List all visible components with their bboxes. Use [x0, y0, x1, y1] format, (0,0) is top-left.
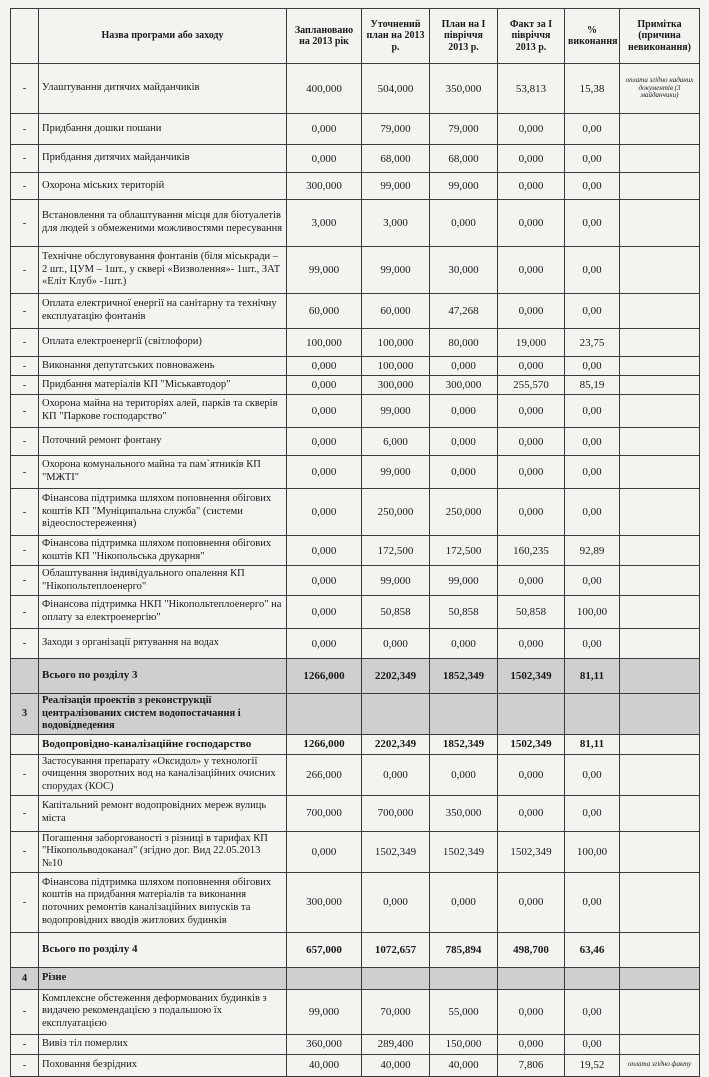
row-plan-h1: 50,858: [430, 596, 498, 629]
row-name: Оплата електричної енергії на санітарну та технічну експлуатацію фонтанів: [39, 294, 287, 329]
header-fact-h1: Факт за I півріччя 2013 р.: [498, 9, 565, 64]
row-fact-h1: 0,000: [498, 428, 565, 456]
row-note: [620, 932, 700, 967]
row-note: [620, 114, 700, 145]
row-num: -: [11, 357, 39, 376]
header-row: [11, 9, 700, 64]
row-pct: [565, 967, 620, 989]
row-plan-h1: 99,000: [430, 566, 498, 596]
row-num: [11, 932, 39, 967]
row-pct: [565, 694, 620, 735]
row-num: -: [11, 629, 39, 659]
row-num: -: [11, 64, 39, 114]
row-revised: 99,000: [362, 395, 430, 428]
row-plan-h1: 1852,349: [430, 734, 498, 754]
table-row: [11, 456, 700, 489]
row-note: [620, 428, 700, 456]
table-row: [11, 114, 700, 145]
row-pct: 0,00: [565, 566, 620, 596]
row-pct: 0,00: [565, 489, 620, 536]
row-num: -: [11, 489, 39, 536]
row-plan-h1: 250,000: [430, 489, 498, 536]
row-plan-h1: 30,000: [430, 247, 498, 294]
row-plan-h1: [430, 694, 498, 735]
row-fact-h1: 1502,349: [498, 734, 565, 754]
row-name: Всього по розділу 3: [39, 659, 287, 694]
table-row: [11, 247, 700, 294]
row-plan-h1: [430, 967, 498, 989]
table-row: [11, 566, 700, 596]
table-row: [11, 629, 700, 659]
row-revised: 700,000: [362, 795, 430, 831]
row-pct: 0,00: [565, 114, 620, 145]
row-pct: 92,89: [565, 536, 620, 566]
row-fact-h1: 53,813: [498, 64, 565, 114]
row-note: [620, 754, 700, 795]
row-plan-h1: 350,000: [430, 795, 498, 831]
header-plan-h1: План на I півріччя 2013 р.: [430, 9, 498, 64]
row-revised: 99,000: [362, 566, 430, 596]
row-name: Комплексне обстеження деформованих будинків з видачею рекомендацією з подальшою їх експлуатацією: [39, 989, 287, 1034]
header-name: Назва програми або заходу: [39, 9, 287, 64]
row-revised: 60,000: [362, 294, 430, 329]
row-plan-h1: 300,000: [430, 376, 498, 395]
row-fact-h1: 0,000: [498, 200, 565, 247]
row-pct: 19,52: [565, 1054, 620, 1076]
row-fact-h1: [498, 694, 565, 735]
row-plan-h1: 1502,349: [430, 831, 498, 872]
row-note: оплата згідно факту: [620, 1054, 700, 1076]
row-name: Погашення заборгованості з різниці в тарифах КП "Нікопольводоканал" (згідно дог. Вид 22.05.2013 №10: [39, 831, 287, 872]
table-row: [11, 173, 700, 200]
row-pct: 0,00: [565, 428, 620, 456]
row-pct: 0,00: [565, 629, 620, 659]
row-fact-h1: 0,000: [498, 145, 565, 173]
row-plan-h1: 785,894: [430, 932, 498, 967]
row-revised: 50,858: [362, 596, 430, 629]
row-fact-h1: 0,000: [498, 357, 565, 376]
table-row: [11, 145, 700, 173]
row-revised: 40,000: [362, 1054, 430, 1076]
row-fact-h1: 498,700: [498, 932, 565, 967]
table-row: [11, 795, 700, 831]
row-name: Всього по розділу 4: [39, 932, 287, 967]
row-num: -: [11, 329, 39, 357]
row-revised: 99,000: [362, 456, 430, 489]
row-name: Оплата електроенергії (світлофори): [39, 329, 287, 357]
row-plan-h1: 1852,349: [430, 659, 498, 694]
row-name: Прибдання дитячих майданчиків: [39, 145, 287, 173]
row-num: -: [11, 1034, 39, 1054]
row-plan-h1: 0,000: [430, 754, 498, 795]
row-planned: 300,000: [287, 173, 362, 200]
row-revised: 2202,349: [362, 734, 430, 754]
budget-table: [10, 8, 700, 1077]
row-pct: 0,00: [565, 395, 620, 428]
table-row: [11, 357, 700, 376]
row-fact-h1: 0,000: [498, 489, 565, 536]
row-note: [620, 967, 700, 989]
row-note: [620, 872, 700, 932]
header-note: Примітка (причина невиконання): [620, 9, 700, 64]
row-num: -: [11, 596, 39, 629]
header-num: [11, 9, 39, 64]
row-note: [620, 629, 700, 659]
row-pct: 0,00: [565, 145, 620, 173]
row-fact-h1: 255,570: [498, 376, 565, 395]
row-planned: [287, 694, 362, 735]
row-plan-h1: 0,000: [430, 629, 498, 659]
row-pct: 81,11: [565, 659, 620, 694]
row-revised: 172,500: [362, 536, 430, 566]
section-row: [11, 967, 700, 989]
row-revised: 2202,349: [362, 659, 430, 694]
row-name: Виконання депутатських повноважень: [39, 357, 287, 376]
row-revised: 99,000: [362, 247, 430, 294]
row-planned: 99,000: [287, 989, 362, 1034]
table-row: [11, 329, 700, 357]
row-planned: 0,000: [287, 145, 362, 173]
row-planned: [287, 967, 362, 989]
row-name: Фінансова підтримка шляхом поповнення обігових коштів КП "Муніципальна служба" (системи відеоспостереження): [39, 489, 287, 536]
row-name: Застосування препарату «Оксидол» у технології очищення зворотних вод на каналізаційних очисних спорудах (КОС): [39, 754, 287, 795]
row-num: -: [11, 456, 39, 489]
row-note: [620, 145, 700, 173]
row-num: 3: [11, 694, 39, 735]
row-num: -: [11, 795, 39, 831]
row-num: -: [11, 428, 39, 456]
row-num: -: [11, 754, 39, 795]
row-revised: [362, 694, 430, 735]
row-num: -: [11, 566, 39, 596]
row-note: [620, 659, 700, 694]
row-num: -: [11, 114, 39, 145]
row-planned: 360,000: [287, 1034, 362, 1054]
table-row: [11, 428, 700, 456]
row-pct: 85,19: [565, 376, 620, 395]
row-num: -: [11, 1054, 39, 1076]
row-note: оплата згідно наданих документів (3 майданчики): [620, 64, 700, 114]
row-fact-h1: 0,000: [498, 872, 565, 932]
row-pct: 0,00: [565, 456, 620, 489]
row-plan-h1: 68,000: [430, 145, 498, 173]
row-name: Заходи з організації рятування на водах: [39, 629, 287, 659]
row-plan-h1: 80,000: [430, 329, 498, 357]
row-revised: 289,400: [362, 1034, 430, 1054]
row-fact-h1: 1502,349: [498, 659, 565, 694]
table-row: [11, 395, 700, 428]
table-row: [11, 376, 700, 395]
row-num: -: [11, 536, 39, 566]
total-row: [11, 932, 700, 967]
row-revised: 0,000: [362, 872, 430, 932]
row-num: [11, 659, 39, 694]
row-planned: 400,000: [287, 64, 362, 114]
row-note: [620, 489, 700, 536]
row-revised: 504,000: [362, 64, 430, 114]
row-planned: 700,000: [287, 795, 362, 831]
row-plan-h1: 99,000: [430, 173, 498, 200]
row-num: -: [11, 395, 39, 428]
row-plan-h1: 172,500: [430, 536, 498, 566]
row-name: Придбання дошки пошани: [39, 114, 287, 145]
row-planned: 0,000: [287, 831, 362, 872]
row-fact-h1: 0,000: [498, 566, 565, 596]
row-fact-h1: 50,858: [498, 596, 565, 629]
row-name: Фінансова підтримка шляхом поповнення обігових коштів на придбання матеріалів та виконання поточних ремонтів каналізаційних випусків та водопровідних вводів житлових будинків: [39, 872, 287, 932]
row-planned: 1266,000: [287, 734, 362, 754]
row-note: [620, 1034, 700, 1054]
row-name: Реалізація проектів з реконструкції централізованих систем водопостачання і водовідведення: [39, 694, 287, 735]
row-name: Водопровідно-каналізаційне господарство: [39, 734, 287, 754]
row-num: [11, 734, 39, 754]
row-note: [620, 831, 700, 872]
row-planned: 99,000: [287, 247, 362, 294]
row-name: Поховання безрідних: [39, 1054, 287, 1076]
section-row: [11, 694, 700, 735]
row-pct: 100,00: [565, 831, 620, 872]
row-plan-h1: 0,000: [430, 395, 498, 428]
row-plan-h1: 350,000: [430, 64, 498, 114]
row-name: Технічне обслуговування фонтанів (біля міськради – 2 шт., ЦУМ – 1шт., у сквері «Визволення»- 1шт., ЗАТ «Еліт Клуб» -1шт.): [39, 247, 287, 294]
row-planned: 0,000: [287, 489, 362, 536]
row-name: Улаштування дитячих майданчиків: [39, 64, 287, 114]
row-fact-h1: 0,000: [498, 754, 565, 795]
row-name: Придбання матеріалів КП "Міськавтодор": [39, 376, 287, 395]
row-pct: 0,00: [565, 989, 620, 1034]
row-planned: 657,000: [287, 932, 362, 967]
header-planned: Заплановано на 2013 рік: [287, 9, 362, 64]
row-note: [620, 376, 700, 395]
table-row: [11, 536, 700, 566]
row-num: -: [11, 872, 39, 932]
row-pct: 0,00: [565, 357, 620, 376]
row-revised: 70,000: [362, 989, 430, 1034]
row-pct: 100,00: [565, 596, 620, 629]
row-num: -: [11, 200, 39, 247]
row-note: [620, 795, 700, 831]
row-pct: 15,38: [565, 64, 620, 114]
row-revised: 6,000: [362, 428, 430, 456]
row-name: Охорона майна на територіях алей, парків та скверів КП "Паркове господарство": [39, 395, 287, 428]
row-note: [620, 173, 700, 200]
row-note: [620, 734, 700, 754]
total-row: [11, 734, 700, 754]
row-planned: 1266,000: [287, 659, 362, 694]
row-pct: 0,00: [565, 872, 620, 932]
row-plan-h1: 150,000: [430, 1034, 498, 1054]
row-note: [620, 456, 700, 489]
row-num: -: [11, 294, 39, 329]
row-pct: 0,00: [565, 247, 620, 294]
table-row: [11, 200, 700, 247]
row-fact-h1: 0,000: [498, 247, 565, 294]
row-fact-h1: [498, 967, 565, 989]
row-revised: 0,000: [362, 629, 430, 659]
row-planned: 0,000: [287, 376, 362, 395]
row-planned: 300,000: [287, 872, 362, 932]
table-row: [11, 989, 700, 1034]
row-note: [620, 294, 700, 329]
row-fact-h1: 19,000: [498, 329, 565, 357]
row-planned: 3,000: [287, 200, 362, 247]
table-row: [11, 596, 700, 629]
row-pct: 0,00: [565, 173, 620, 200]
table-row: [11, 294, 700, 329]
row-revised: 100,000: [362, 357, 430, 376]
table-row: [11, 64, 700, 114]
row-revised: 3,000: [362, 200, 430, 247]
table-body: [11, 64, 700, 1077]
row-fact-h1: 7,806: [498, 1054, 565, 1076]
row-fact-h1: 1502,349: [498, 831, 565, 872]
row-name: Капітальний ремонт водопровідних мереж вулиць міста: [39, 795, 287, 831]
row-name: Поточний ремонт фонтану: [39, 428, 287, 456]
row-plan-h1: 0,000: [430, 456, 498, 489]
row-num: -: [11, 989, 39, 1034]
row-plan-h1: 0,000: [430, 200, 498, 247]
row-pct: 0,00: [565, 754, 620, 795]
row-planned: 0,000: [287, 456, 362, 489]
row-planned: 100,000: [287, 329, 362, 357]
table-row: [11, 1054, 700, 1076]
row-plan-h1: 47,268: [430, 294, 498, 329]
row-fact-h1: 0,000: [498, 989, 565, 1034]
row-planned: 40,000: [287, 1054, 362, 1076]
row-fact-h1: 0,000: [498, 294, 565, 329]
row-pct: 63,46: [565, 932, 620, 967]
row-plan-h1: 0,000: [430, 357, 498, 376]
row-plan-h1: 0,000: [430, 872, 498, 932]
row-revised: 68,000: [362, 145, 430, 173]
row-num: 4: [11, 967, 39, 989]
row-revised: [362, 967, 430, 989]
row-planned: 0,000: [287, 566, 362, 596]
row-plan-h1: 55,000: [430, 989, 498, 1034]
row-note: [620, 694, 700, 735]
row-name: Охорона міських територій: [39, 173, 287, 200]
row-num: -: [11, 247, 39, 294]
row-plan-h1: 0,000: [430, 428, 498, 456]
row-name: Облаштування індивідуального опалення КП "Нікопольтеплоенерго": [39, 566, 287, 596]
row-note: [620, 536, 700, 566]
row-num: -: [11, 831, 39, 872]
row-name: Охорона комунального майна та пам`ятників КП "МЖТІ": [39, 456, 287, 489]
row-name: Фінансова підтримка НКП "Нікопольтеплоенерго" на оплату за електроенергію": [39, 596, 287, 629]
row-name: Встановлення та облаштування місця для біотуалетів для людей з обмеженими можливостями пересування: [39, 200, 287, 247]
table-row: [11, 831, 700, 872]
row-note: [620, 989, 700, 1034]
row-note: [620, 200, 700, 247]
row-plan-h1: 79,000: [430, 114, 498, 145]
row-note: [620, 357, 700, 376]
row-num: -: [11, 145, 39, 173]
row-fact-h1: 0,000: [498, 1034, 565, 1054]
row-name: Фінансова підтримка шляхом поповнення обігових коштів КП "Нікопольська друкарня": [39, 536, 287, 566]
row-note: [620, 395, 700, 428]
row-planned: 0,000: [287, 629, 362, 659]
row-planned: 266,000: [287, 754, 362, 795]
total-row: [11, 659, 700, 694]
row-fact-h1: 160,235: [498, 536, 565, 566]
row-note: [620, 329, 700, 357]
table-row: [11, 1034, 700, 1054]
table-row: [11, 754, 700, 795]
row-planned: 0,000: [287, 428, 362, 456]
row-pct: 23,75: [565, 329, 620, 357]
row-revised: 0,000: [362, 754, 430, 795]
row-fact-h1: 0,000: [498, 173, 565, 200]
row-revised: 99,000: [362, 173, 430, 200]
row-note: [620, 596, 700, 629]
row-revised: 100,000: [362, 329, 430, 357]
row-revised: 300,000: [362, 376, 430, 395]
row-fact-h1: 0,000: [498, 456, 565, 489]
row-planned: 0,000: [287, 114, 362, 145]
row-pct: 0,00: [565, 1034, 620, 1054]
row-num: -: [11, 376, 39, 395]
row-revised: 250,000: [362, 489, 430, 536]
row-planned: 0,000: [287, 395, 362, 428]
row-pct: 0,00: [565, 200, 620, 247]
row-num: -: [11, 173, 39, 200]
row-pct: 0,00: [565, 294, 620, 329]
row-note: [620, 566, 700, 596]
row-fact-h1: 0,000: [498, 795, 565, 831]
row-pct: 0,00: [565, 795, 620, 831]
row-plan-h1: 40,000: [430, 1054, 498, 1076]
row-fact-h1: 0,000: [498, 629, 565, 659]
header-pct: % виконання: [565, 9, 620, 64]
row-planned: 0,000: [287, 596, 362, 629]
row-planned: 0,000: [287, 357, 362, 376]
row-revised: 1072,657: [362, 932, 430, 967]
row-note: [620, 247, 700, 294]
header-revised: Уточнений план на 2013 р.: [362, 9, 430, 64]
row-fact-h1: 0,000: [498, 395, 565, 428]
table-row: [11, 489, 700, 536]
row-revised: 1502,349: [362, 831, 430, 872]
table-row: [11, 872, 700, 932]
row-pct: 81,11: [565, 734, 620, 754]
row-revised: 79,000: [362, 114, 430, 145]
row-fact-h1: 0,000: [498, 114, 565, 145]
row-planned: 60,000: [287, 294, 362, 329]
row-name: Вивіз тіл померлих: [39, 1034, 287, 1054]
row-name: Різне: [39, 967, 287, 989]
row-planned: 0,000: [287, 536, 362, 566]
